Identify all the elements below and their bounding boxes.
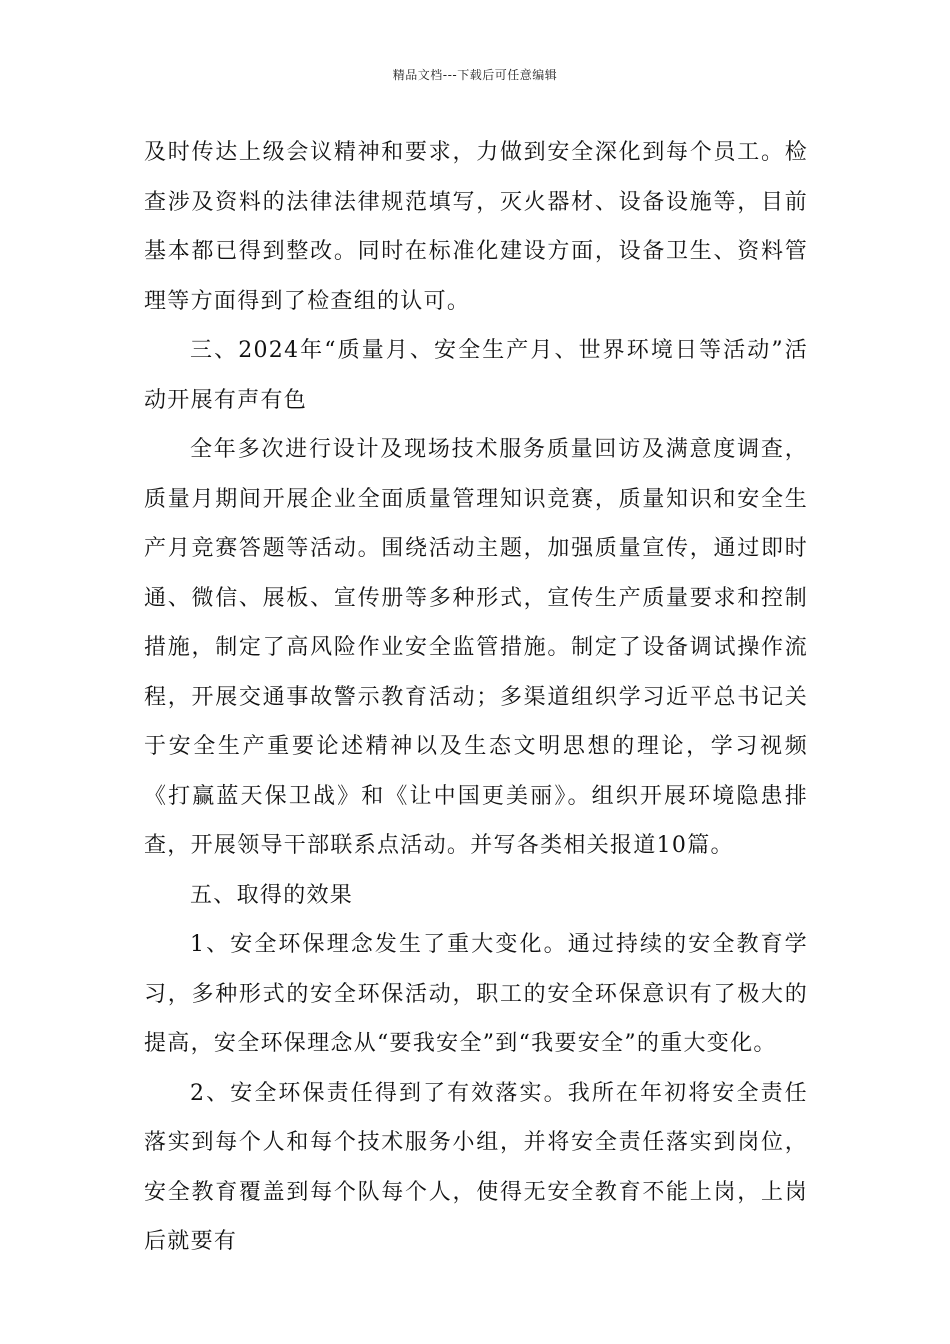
section-heading-five: 五、取得的效果 — [190, 882, 354, 908]
page-header: 精品文档---下载后可任意编辑 — [392, 68, 558, 82]
paragraph-continuation: 及时传达上级会议精神和要求，力做到安全深化到每个员工。检查涉及资料的法律法律规范填写，灭火器材、设备设施等，目前基本都已得到整改。同时在标准化建设方面，设备卫生、资料管理等方面得到了检查组的认可。 — [144, 140, 808, 314]
paragraph-activities: 全年多次进行设计及现场技术服务质量回访及满意度调查，质量月期间开展企业全面质量管理知识竞赛，质量知识和安全生产月竞赛答题等活动。围绕活动主题，加强质量宣传，通过即时通、微信、展板、宣传册等多种形式，宣传生产质量要求和控制措施，制定了高风险作业安全监管措施。制定了设备调试操作流程，开展交通事故警示教育活动；多渠道组织学习近平总书记关于安全生产重要论述精神以及生态文明思想的理论，学习视频《打赢蓝天保卫战》和《让中国更美丽》。组织开展环境隐患排查，开展领导干部联系点活动。并写各类相关报道10篇。 — [144, 437, 808, 858]
paragraph-effect-two: 2、安全环保责任得到了有效落实。我所在年初将安全责任落实到每个人和每个技术服务小组，并将安全责任落实到岗位，安全教育覆盖到每个队每个人，使得无安全教育不能上岗，上岗后就要有 — [144, 1080, 808, 1254]
paragraph-effect-one: 1、安全环保理念发生了重大变化。通过持续的安全教育学习，多种形式的安全环保活动，职工的安全环保意识有了极大的提高，安全环保理念从“要我安全”到“我要安全”的重大变化。 — [144, 932, 808, 1056]
document-body — [144, 128, 808, 1267]
section-heading-three: 三、2024年“质量月、安全生产月、世界环境日等活动”活动开展有声有色 — [144, 338, 808, 413]
